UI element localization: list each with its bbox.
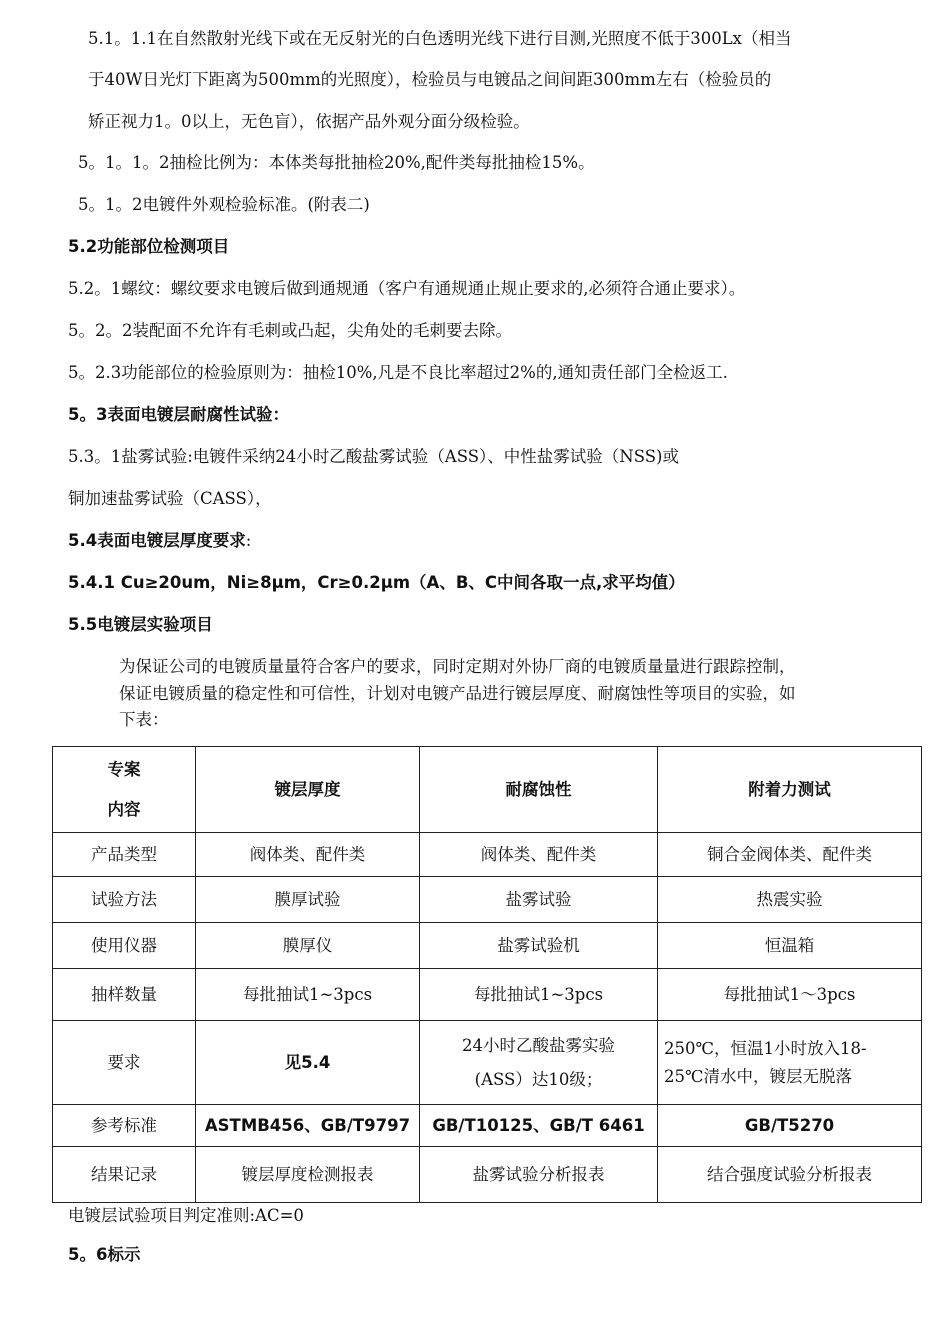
heading-5-3: 5。3表面电镀层耐腐性试验：: [68, 405, 289, 424]
table-row: [53, 1147, 922, 1203]
table-cell: 盐雾试验机: [420, 923, 658, 969]
table-cell: 阀体类、配件类: [420, 833, 658, 877]
table-cell: 阀体类、配件类: [196, 833, 420, 877]
paragraph-5-1-1-1-line3: 矫正视力1。0以上，无色盲），依据产品外观分面分级检验。: [88, 112, 530, 131]
table-row-label: 使用仪器: [53, 923, 196, 969]
table-cell: [420, 1021, 658, 1105]
paragraph-5-2-3: 5。2.3功能部位的检验原则为：抽检10%,凡是不良比率超过2%的,通知责任部门全检返工.: [68, 363, 728, 382]
table-cell: 见5.4: [196, 1021, 420, 1105]
table-row-label: 试验方法: [53, 877, 196, 923]
table-cell-line: 25℃清水中，镀层无脱落: [664, 1066, 852, 1086]
table-cell: GB/T5270: [658, 1105, 922, 1147]
table-row: [53, 969, 922, 1021]
table-row-label: 抽样数量: [53, 969, 196, 1021]
table-row-label: 产品类型: [53, 833, 196, 877]
paragraph-5-1-2: 5。1。2电镀件外观检验标准。(附表二): [78, 195, 370, 214]
table-corner-bottom: 内容: [107, 799, 141, 819]
table-cell-line: 250℃，恒温1小时放入18-: [664, 1038, 867, 1058]
table-row: [53, 1105, 922, 1147]
table-cell-line: 24小时乙酸盐雾实验: [462, 1035, 615, 1055]
table-cell: ASTMB456、GB/T9797: [196, 1105, 420, 1147]
paragraph-5-1-1-1-line1: 5.1。1.1在自然散射光线下或在无反射光的白色透明光线下进行目测,光照度不低于300Lx（相当: [88, 29, 792, 48]
table-row: [53, 833, 922, 877]
paragraph-5-2-1: 5.2。1螺纹：螺纹要求电镀后做到通规通（客户有通规通止规止要求的,必须符合通止要求）。: [68, 279, 746, 298]
heading-5-4-colon: :: [245, 531, 252, 550]
table-cell: 镀层厚度检测报表: [196, 1147, 420, 1203]
table-cell: 每批抽试1～3pcs: [658, 969, 922, 1021]
table-row: [53, 1021, 922, 1105]
table-header-col3: 附着力测试: [658, 747, 922, 833]
table-cell: 盐雾试验: [420, 877, 658, 923]
heading-5-4-1: 5.4.1 Cu≥20um，Ni≥8μm，Cr≥0.2μm（A、B、C中间各取一点,求平均值）: [68, 573, 685, 592]
table-cell: [658, 1021, 922, 1105]
table-cell: 每批抽试1~3pcs: [196, 969, 420, 1021]
table-header-col2: 耐腐蚀性: [420, 747, 658, 833]
table-cell: 铜合金阀体类、配件类: [658, 833, 922, 877]
table-cell: 每批抽试1~3pcs: [420, 969, 658, 1021]
heading-5-4-line: [68, 530, 251, 552]
table-row-label: 参考标准: [53, 1105, 196, 1147]
plating-test-table: [52, 746, 922, 1203]
table-cell: 结合强度试验分析报表: [658, 1147, 922, 1203]
paragraph-5-2-2: 5。2。2装配面不允许有毛刺或凸起，尖角处的毛刺要去除。: [68, 321, 512, 340]
table-cell-line: (ASS）达10级；: [474, 1069, 603, 1089]
paragraph-5-1-1-1-line2: 于40W日光灯下距离为500mm的光照度），检验员与电镀品之间间距300mm左右（检验员的: [88, 70, 772, 89]
table-cell: 恒温箱: [658, 923, 922, 969]
table-row: [53, 877, 922, 923]
paragraph-5-3-1-line1: 5.3。1盐雾试验:电镀件采纳24小时乙酸盐雾试验（ASS）、中性盐雾试验（NSS)或: [68, 447, 679, 466]
table-corner-cell: [53, 747, 196, 833]
heading-5-2: 5.2功能部位检测项目: [68, 237, 230, 256]
paragraph-5-5-line2: 保证电镀质量的稳定性和可信性，计划对电镀产品进行镀层厚度、耐腐蚀性等项目的实验，如: [119, 684, 796, 703]
heading-5-5: 5.5电镀层实验项目: [68, 615, 213, 634]
paragraph-5-1-1-2: 5。1。1。2抽检比例为：本体类每批抽检20%,配件类每批抽检15%。: [78, 153, 595, 172]
paragraph-5-5-line3: 下表：: [119, 710, 169, 729]
judgement-rule: 电镀层试验项目判定准则:AC=0: [68, 1206, 304, 1225]
heading-5-4: 5.4表面电镀层厚度要求: [68, 531, 246, 550]
paragraph-5-3-1-line2: 铜加速盐雾试验（CASS），: [68, 489, 272, 508]
table-cell: 盐雾试验分析报表: [420, 1147, 658, 1203]
table-row-label: 结果记录: [53, 1147, 196, 1203]
table-row: [53, 923, 922, 969]
table-cell: GB/T10125、GB/T 6461: [420, 1105, 658, 1147]
table-row-label: 要求: [53, 1021, 196, 1105]
table-corner-top: 专案: [107, 759, 141, 779]
table-header-row: [53, 747, 922, 833]
table-cell: 膜厚试验: [196, 877, 420, 923]
heading-5-6: 5。6标示: [68, 1245, 141, 1264]
table-header-col1: 镀层厚度: [196, 747, 420, 833]
paragraph-5-5-line1: 为保证公司的电镀质量量符合客户的要求，同时定期对外协厂商的电镀质量量进行跟踪控制，: [119, 657, 796, 676]
table-cell: 膜厚仪: [196, 923, 420, 969]
table-cell: 热震实验: [658, 877, 922, 923]
